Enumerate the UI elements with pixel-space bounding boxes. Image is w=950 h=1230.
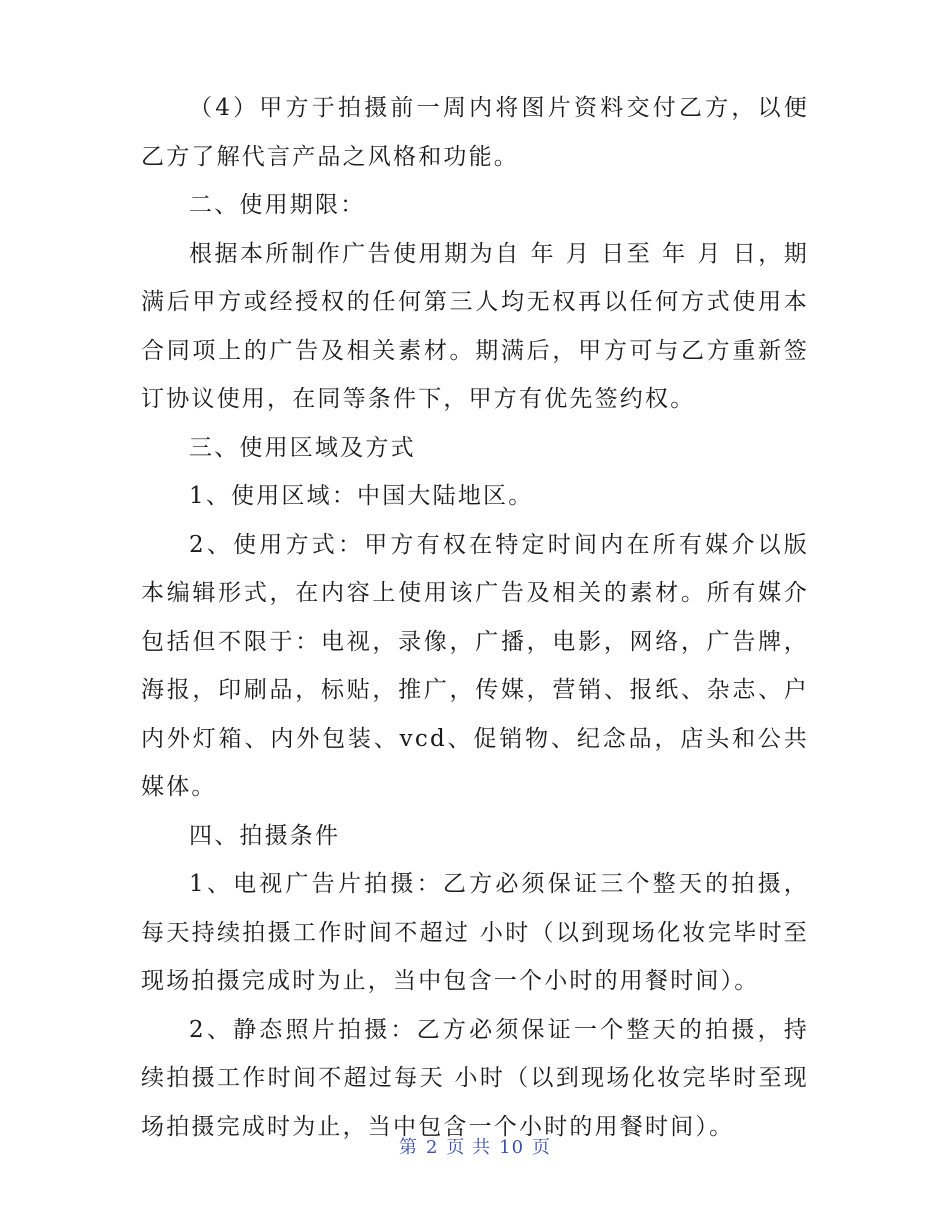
footer-middle: 页 共 — [446, 1137, 492, 1158]
footer-suffix: 页 — [532, 1137, 552, 1158]
paragraph-usage-region: 1、使用区域：中国大陆地区。 — [189, 483, 534, 509]
paragraph-usage-period: 根据本所制作广告使用期为自 年 月 日至 年 月 日，期满后甲方或经授权的任何第三人均无权再以任何方式使用本合同项上的广告及相关素材。期满后，甲方可与乙方重新签订协议使用，在同等条件下，甲方有优先签约权。 — [141, 240, 809, 412]
document-body — [141, 84, 809, 1151]
section-heading-usage-period: 二、使用期限： — [189, 192, 366, 218]
section-heading-shooting-conditions: 四、拍摄条件 — [189, 822, 341, 849]
paragraph-tv-shooting: 1、电视广告片拍摄：乙方必须保证三个整天的拍摄，每天持续拍摄工作时间不超过 小时（以到现场化妆完毕时至现场拍摄完成时为止，当中包含一个小时的用餐时间）。 — [141, 871, 809, 994]
paragraph-photo-materials: （4）甲方于拍摄前一周内将图片资料交付乙方，以便乙方了解代言产品之风格和功能。 — [141, 95, 809, 170]
footer-total-pages: 10 — [499, 1137, 525, 1158]
paragraph-photo-shooting: 2、静态照片拍摄：乙方必须保证一个整天的拍摄，持续拍摄工作时间不超过每天 小时（以到现场化妆完毕时至现场拍摄完成时为止，当中包含一个小时的用餐时间）。 — [141, 1016, 809, 1140]
footer-prefix: 第 — [398, 1137, 418, 1158]
footer-page-number: 2 — [425, 1137, 439, 1158]
section-heading-usage-region: 三、使用区域及方式 — [189, 434, 416, 461]
paragraph-usage-method: 2、使用方式：甲方有权在特定时间内在所有媒介以版本编辑形式，在内容上使用该广告及相关的素材。所有媒介包括但不限于：电视，录像，广播，电影，网络，广告牌，海报，印刷品，标贴，推广，传媒，营销、报纸、杂志、户内外灯箱、内外包装、vcd、促销物、纪念品，店头和公共媒体。 — [141, 531, 809, 800]
page-footer — [0, 1133, 950, 1159]
